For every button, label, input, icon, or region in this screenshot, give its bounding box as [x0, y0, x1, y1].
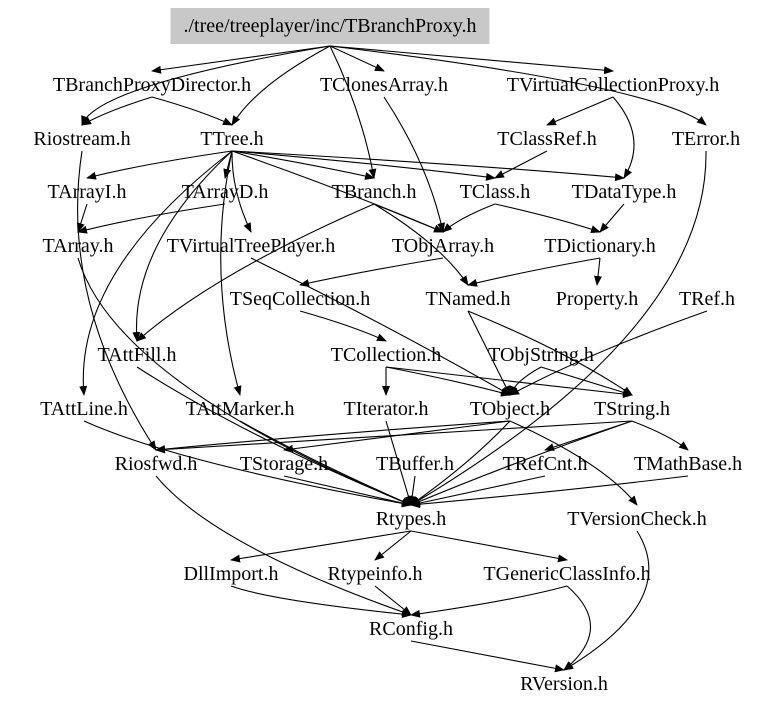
edge-TClassRef-to-TClass — [495, 151, 547, 178]
graph-node-TBuffer[interactable] — [376, 453, 454, 475]
edge-TVirtualCollectionProxy-to-TClassRef — [547, 97, 613, 125]
graph-node-label-TDataType: TDataType.h — [571, 181, 677, 203]
graph-node-TRefCnt[interactable] — [503, 453, 588, 475]
edge-Rtypes-to-TGenericClassInfo — [411, 531, 567, 560]
edge-TAttFill-to-Rtypes — [137, 367, 411, 505]
edge-TClass-to-TObjArray — [443, 204, 495, 232]
graph-node-label-RVersion: RVersion.h — [520, 673, 608, 695]
graph-node-TSeqCollection[interactable] — [230, 288, 371, 310]
edge-TVersionCheck-to-RVersion — [564, 531, 649, 670]
graph-node-TCollection[interactable] — [331, 344, 442, 366]
graph-node-TBranch[interactable] — [332, 181, 417, 203]
edge-TDictionary-to-Property — [597, 258, 600, 285]
graph-node-label-TClass: TClass.h — [459, 181, 531, 203]
graph-node-label-TVirtualCollectionProxy: TVirtualCollectionProxy.h — [506, 74, 720, 96]
edge-Rtypes-to-Rtypeinfo — [375, 531, 411, 560]
graph-node-TObjArray[interactable] — [392, 235, 494, 257]
graph-node-TGenericClassInfo[interactable] — [483, 563, 650, 585]
edge-TClass-to-TDictionary — [495, 204, 600, 232]
graph-node-TIterator[interactable] — [344, 398, 429, 420]
graph-node-label-TString: TString.h — [593, 398, 671, 420]
edge-RConfig-to-RVersion — [411, 641, 564, 670]
graph-node-TClass[interactable] — [460, 181, 531, 203]
edge-TArrayD-to-TArray — [78, 204, 225, 232]
edge-TTree-to-TDataType — [232, 151, 624, 178]
edge-TVirtualTreePlayer-to-TObject — [251, 258, 510, 395]
edge-TSeqCollection-to-TCollection — [300, 311, 386, 341]
graph-node-TArrayD[interactable] — [182, 181, 269, 203]
graph-node-label-TError: TError.h — [671, 128, 741, 150]
edge-TObject-to-Riosfwd — [156, 421, 510, 450]
graph-node-label-DllImport: DllImport.h — [183, 563, 279, 585]
graph-node-label-Rtypes: Rtypes.h — [375, 508, 447, 530]
graph-node-Property[interactable] — [556, 288, 639, 310]
graph-node-RConfig[interactable] — [369, 618, 453, 640]
graph-node-label-TObjArray: TObjArray.h — [391, 235, 495, 257]
graph-node-TVirtualCollectionProxy[interactable] — [507, 74, 719, 96]
graph-node-TAttFill[interactable] — [98, 344, 177, 366]
edge-TObjString-to-TString — [541, 367, 632, 395]
graph-node-TClonesArray[interactable] — [320, 74, 448, 96]
graph-node-TString[interactable] — [594, 398, 670, 420]
edge-TBranch-to-TAttFill — [137, 204, 374, 341]
graph-node-TTree[interactable] — [200, 128, 263, 150]
graph-node-TArray[interactable] — [43, 235, 114, 257]
graph-node-TDictionary[interactable] — [544, 235, 655, 257]
edge-TDictionary-to-TNamed — [468, 258, 600, 285]
graph-node-TVirtualTreePlayer[interactable] — [167, 235, 336, 257]
graph-node-label-TAttFill: TAttFill.h — [97, 344, 177, 366]
graph-node-label-TClassRef: TClassRef.h — [497, 128, 597, 150]
graph-node-TVersionCheck[interactable] — [567, 508, 706, 530]
graph-node-label-TNamed: TNamed.h — [425, 288, 511, 310]
graph-node-label-TVirtualTreePlayer: TVirtualTreePlayer.h — [166, 235, 336, 257]
graph-node-label-TAttLine: TAttLine.h — [40, 398, 128, 420]
graph-node-label-TBuffer: TBuffer.h — [376, 453, 454, 475]
edge-TBranch-to-TObjArray — [374, 204, 443, 232]
graph-node-label-TSeqCollection: TSeqCollection.h — [229, 288, 371, 310]
edge-TStorage-to-Rtypes — [284, 476, 411, 505]
graph-node-Riosfwd[interactable] — [115, 453, 198, 475]
graph-node-label-TTree: TTree.h — [200, 128, 264, 150]
graph-node-TStorage[interactable] — [240, 453, 328, 475]
graph-node-label-Property: Property.h — [555, 288, 639, 310]
edge-TVirtualCollectionProxy-to-TDataType — [613, 97, 634, 178]
edge-TArrayI-to-TArray — [78, 204, 87, 232]
edge-TCollection-to-TString — [386, 367, 632, 395]
graph-node-TAttMarker[interactable] — [186, 398, 295, 420]
graph-node-RVersion[interactable] — [520, 673, 608, 695]
graph-node-label-TArray: TArray.h — [42, 235, 114, 257]
graph-node-label-TIterator: TIterator.h — [343, 398, 429, 420]
graph-node-label-TRefCnt: TRefCnt.h — [502, 453, 588, 475]
graph-node-label-TRef: TRef.h — [678, 288, 736, 310]
graph-node-label-TArrayI: TArrayI.h — [47, 181, 127, 203]
edge-TBranchProxyDirector-to-Riostream — [82, 97, 152, 125]
graph-node-label-TGenericClassInfo: TGenericClassInfo.h — [483, 563, 651, 585]
graph-node-label-TBranch: TBranch.h — [331, 181, 417, 203]
edge-TDataType-to-TDictionary — [600, 204, 624, 232]
edge-TString-to-TMathBase — [632, 421, 688, 450]
edge-Rtypes-to-DllImport — [231, 531, 411, 560]
graph-node-DllImport[interactable] — [184, 563, 279, 585]
graph-node-TBranchProxyDirector[interactable] — [53, 74, 251, 96]
edge-TBuffer-to-Rtypes — [411, 476, 415, 505]
edge-TMathBase-to-Rtypes — [411, 476, 688, 505]
edge-TBranchProxy-to-TBranchProxyDirector — [152, 46, 330, 71]
graph-node-TRef[interactable] — [679, 288, 735, 310]
edge-TCollection-to-TObject — [386, 367, 510, 395]
graph-node-label-TCollection: TCollection.h — [330, 344, 442, 366]
graph-node-label-Riosfwd: Riosfwd.h — [114, 453, 198, 475]
graph-node-Rtypeinfo[interactable] — [328, 563, 423, 585]
graph-node-TObject[interactable] — [470, 398, 550, 420]
graph-node-TObjString[interactable] — [488, 344, 594, 366]
graph-node-Rtypes[interactable] — [376, 508, 447, 530]
edge-TBranchProxyDirector-to-TTree — [152, 97, 232, 125]
edge-TGenericClassInfo-to-RConfig — [411, 586, 567, 615]
graph-node-label-TStorage: TStorage.h — [239, 453, 329, 475]
graph-node-TBranchProxy[interactable] — [170, 8, 489, 44]
graph-node-label-TDictionary: TDictionary.h — [544, 235, 656, 257]
graph-node-label-TArrayD: TArrayD.h — [181, 181, 269, 203]
edge-TGenericClassInfo-to-RVersion — [564, 586, 591, 670]
edge-Riosfwd-to-RConfig — [156, 476, 411, 615]
graph-node-label-TBranchProxyDirector: TBranchProxyDirector.h — [52, 74, 252, 96]
graph-node-label-TBranchProxy: ./tree/treeplayer/inc/TBranchProxy.h — [183, 15, 477, 37]
graph-node-TAttLine[interactable] — [40, 398, 128, 420]
graph-node-TError[interactable] — [672, 128, 740, 150]
graph-node-TClassRef[interactable] — [497, 128, 596, 150]
graph-node-label-TObjString: TObjString.h — [488, 344, 594, 366]
graph-node-label-Rtypeinfo: Rtypeinfo.h — [327, 563, 423, 585]
edge-Rtypeinfo-to-RConfig — [375, 586, 411, 615]
graph-node-label-TMathBase: TMathBase.h — [633, 453, 743, 475]
graph-node-TDataType[interactable] — [572, 181, 677, 203]
graph-node-label-RConfig: RConfig.h — [369, 618, 453, 640]
graph-node-TArrayI[interactable] — [48, 181, 127, 203]
edge-TBranchProxy-to-TVirtualCollectionProxy — [330, 46, 613, 71]
graph-node-label-TClonesArray: TClonesArray.h — [319, 74, 449, 96]
graph-node-label-TAttMarker: TAttMarker.h — [185, 398, 295, 420]
graph-node-TMathBase[interactable] — [634, 453, 742, 475]
edge-DllImport-to-RConfig — [231, 586, 411, 615]
graph-node-TNamed[interactable] — [426, 288, 511, 310]
graph-node-label-TVersionCheck: TVersionCheck.h — [567, 508, 707, 530]
graph-node-Riostream[interactable] — [33, 128, 130, 150]
edge-TObjArray-to-TSeqCollection — [300, 258, 443, 285]
edge-TTree-to-TArrayI — [87, 151, 232, 178]
graph-node-label-Riostream: Riostream.h — [33, 128, 131, 150]
graph-node-label-TObject: TObject.h — [469, 398, 551, 420]
